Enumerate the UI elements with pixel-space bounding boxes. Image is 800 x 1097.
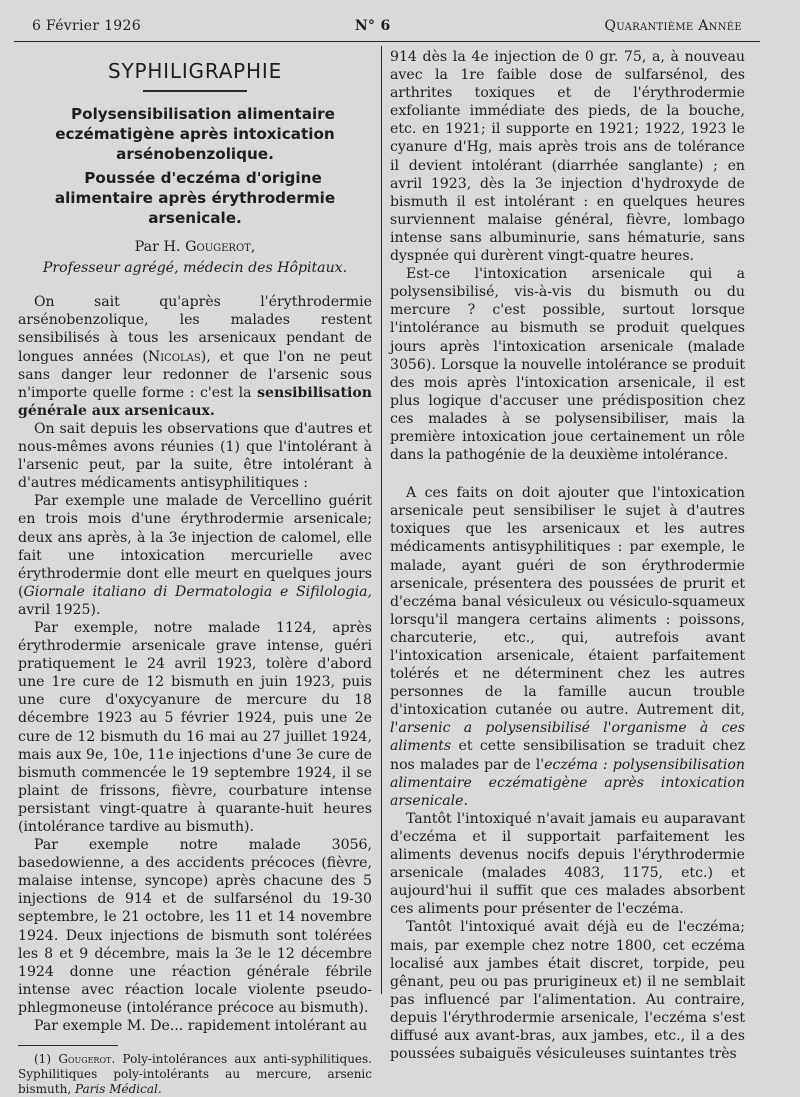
author-name: Gougerot, — [185, 239, 256, 256]
paragraph: Par exemple M. De... rapidement intolérant au — [34, 1018, 368, 1035]
byline — [18, 238, 372, 256]
text-span: avril 1925). — [18, 601, 101, 618]
byline-prefix: Par H. — [134, 239, 186, 256]
column-rule — [381, 46, 382, 994]
footnote-marker: (1) — [34, 1052, 59, 1067]
issue-date: 6 Février 1926 — [32, 18, 141, 34]
text-span: On sait qu'après l'érythrodermie arsénobenzolique, les malades restent sensibilisés à tous les arsenicaux pendant de longues années ( — [18, 294, 372, 365]
volume-year: Quarantième Année — [604, 18, 742, 34]
emphasis: eczéma : polysensibilisation alimentaire eczématigène après intoxication arsenicale. — [390, 756, 745, 809]
article-subtitle: Poussée d'eczéma d'origine alimentaire après érythrodermie arsenicale. — [54, 169, 336, 228]
paragraph-gap — [390, 464, 745, 484]
footnote-rule — [18, 1045, 118, 1046]
running-head — [32, 18, 742, 40]
paragraph: Par exemple, notre malade 1124, après érythrodermie arsenicale grave intense, guéri pratiquement le 24 avril 1923, tolère d'abord une 1re cure de 12 bismuth en juin 1923, puis une cure d'oxycyanure de mercure du 18 décembre 1923 au 5 février 1924, puis une 2e cure de 12 bismuth du 16 mai au 27 juillet 1924, mais aux 9e, 10e, 11e injections d'une 3e cure de bismuth commencée le 19 septembre 1924, il se plaint de frissons, fièvre, courbature intense persistant vingt-quatre à quarante-huit heures (intolérance tardive au bismuth). — [18, 619, 372, 835]
paragraph: Par exemple notre malade 3056, basedowienne, a des accidents précoces (fièvre, malaise intense, syncope) après chacune des 5 injections de 914 et de sulfarsénol du 19-30 septembre, le 21 octobre, les 11 et 14 novembre 1924. Deux injections de bismuth sont tolérées les 8 et 9 décembre, mais la 3e le 12 décembre 1924 donne une réaction générale fébrile intense avec réaction locale violente pseudo-phlegmoneuse (intolérance précoce au bismuth). — [18, 837, 372, 1016]
left-column — [18, 48, 372, 1097]
cited-author: Nicolas — [147, 348, 201, 365]
emphasis: l'arsenic a polysensibilisé l'organisme à ces aliments — [390, 720, 745, 755]
paragraph: Tantôt l'intoxiqué n'avait jamais eu auparavant d'eczéma et il supportait parfaitement les aliments devenus nocifs depuis l'érythrodermie arsenicale (malades 4083, 1175, etc.) et aujourd'hui il suffit que ces malades absorbent ces aliments pour présenter de l'eczéma. — [390, 810, 745, 918]
text-span: Par exemple une malade de Vercellino guérit en trois mois d'une érythrodermie arsenicale; deux ans après, à la 3e injection de calomel, elle fait une intoxication mercurielle avec érythrodermie dont elle meurt en quelques jours ( — [18, 493, 372, 600]
section-title: SYPHILIGRAPHIE — [107, 59, 283, 83]
header-rule — [14, 41, 760, 42]
text-span: ), et que l'on ne peut sans danger leur redonner de l'arsenic sous n'importe quelle forme : c'est la — [18, 348, 373, 401]
right-column — [390, 48, 745, 1063]
footnote-journal: Paris Médical. — [74, 1082, 162, 1097]
paragraph — [18, 492, 372, 619]
text-span: A ces faits on doit ajouter que l'intoxication arsenicale peut sensibiliser le sujet à d'autres toxiques que les arsenicaux et les autres médicaments antisyphilitiques : par exemple, le malade, ayant guéri de son érythrodermie arsenicale, présentera des poussées de prurit et d'eczéma banal vésiculeux ou vésiculo-squameux lorsqu'il mangera certains aliments : poissons, charcuterie, etc., qui, autrefois avant l'intoxication arsenicale, étaient parfaitement tolérés et ne déterminent chez les autres personnes de la famille aucun trouble d'intoxication cutanée ou autre. Autrement dit, — [390, 485, 745, 719]
paragraph — [390, 484, 745, 810]
section-rule — [143, 90, 247, 92]
journal-citation: Giornale italiano di Dermatologia e Sifilologia, — [23, 583, 372, 600]
footnote — [18, 1052, 372, 1097]
article-title: Polysensibilisation alimentaire eczématigène après intoxication arsénobenzolique. — [55, 105, 335, 164]
paragraph — [18, 293, 372, 420]
paragraph: Est-ce l'intoxication arsenicale qui a polysensibilisé, vis-à-vis du bismuth ou du mercure ? c'est possible, surtout lorsque l'intolérance au bismuth se produit quelques jours après l'intoxication arsenicale (malade 3056). Lorsque la nouvelle intolérance se produit des mois après l'intoxication arsenicale, il est plus logique d'accuser une prédisposition chez ces malades à se polysensibiliser, mais la première intoxication joue certainement un rôle dans la pathogénie de la deuxième intolérance. — [390, 266, 745, 464]
author-affiliation: Professeur agrégé, médecin des Hôpitaux. — [42, 260, 348, 277]
paragraph: 914 dès la 4e injection de 0 gr. 75, a, à nouveau avec la 1re faible dose de sulfarsénol, des arthrites toxiques et de l'érythrodermie exfoliante immédiate des pieds, de la bouche, etc. en 1921; il supporte en 1921; 1922, 1923 le cyanure d'Hg, mais après trois ans de tolérance il devient intolérant (diarrhée sanglante) ; en avril 1923, dès la 3e injection d'hydroxyde de bismuth il est intolérant : en quelques heures surviennent malaise général, fièvre, lombago intense sans albuminurie, sans hématurie, sans dyspnée qui durèrent vingt-quatre heures. — [390, 49, 745, 265]
paragraph: Tantôt l'intoxiqué avait déjà eu de l'eczéma; mais, par exemple chez notre 1800, cet eczéma localisé aux jambes était discret, torpide, peu gênant, peu ou pas prurigineux et) il ne semblait pas influencé par l'alimentation. Au contraire, depuis l'érythrodermie arsenicale, l'eczéma s'est diffusé aux avant-bras, aux jambes, etc., il a des poussées subaiguës vésiculeuses suintantes très — [390, 919, 745, 1063]
paragraph: On sait depuis les observations que d'autres et nous-mêmes avons réunies (1) que l'intolérant à l'arsenic peut, par la suite, être intolérant à d'autres médicaments antisyphilitiques : — [18, 420, 372, 492]
text-span: et cette sensibilisation se traduit chez nos malades par de l' — [390, 738, 745, 773]
footnote-text: Poly-intolérances aux anti-syphilitiques. Syphilitiques poly-intolérants au mercure, arsenic bismuth, — [18, 1052, 372, 1097]
emphasis: sensibilisation générale aux arsenicaux. — [18, 384, 372, 419]
footnote-author: Gougerot. — [58, 1052, 116, 1067]
issue-number: N° 6 — [354, 18, 391, 34]
